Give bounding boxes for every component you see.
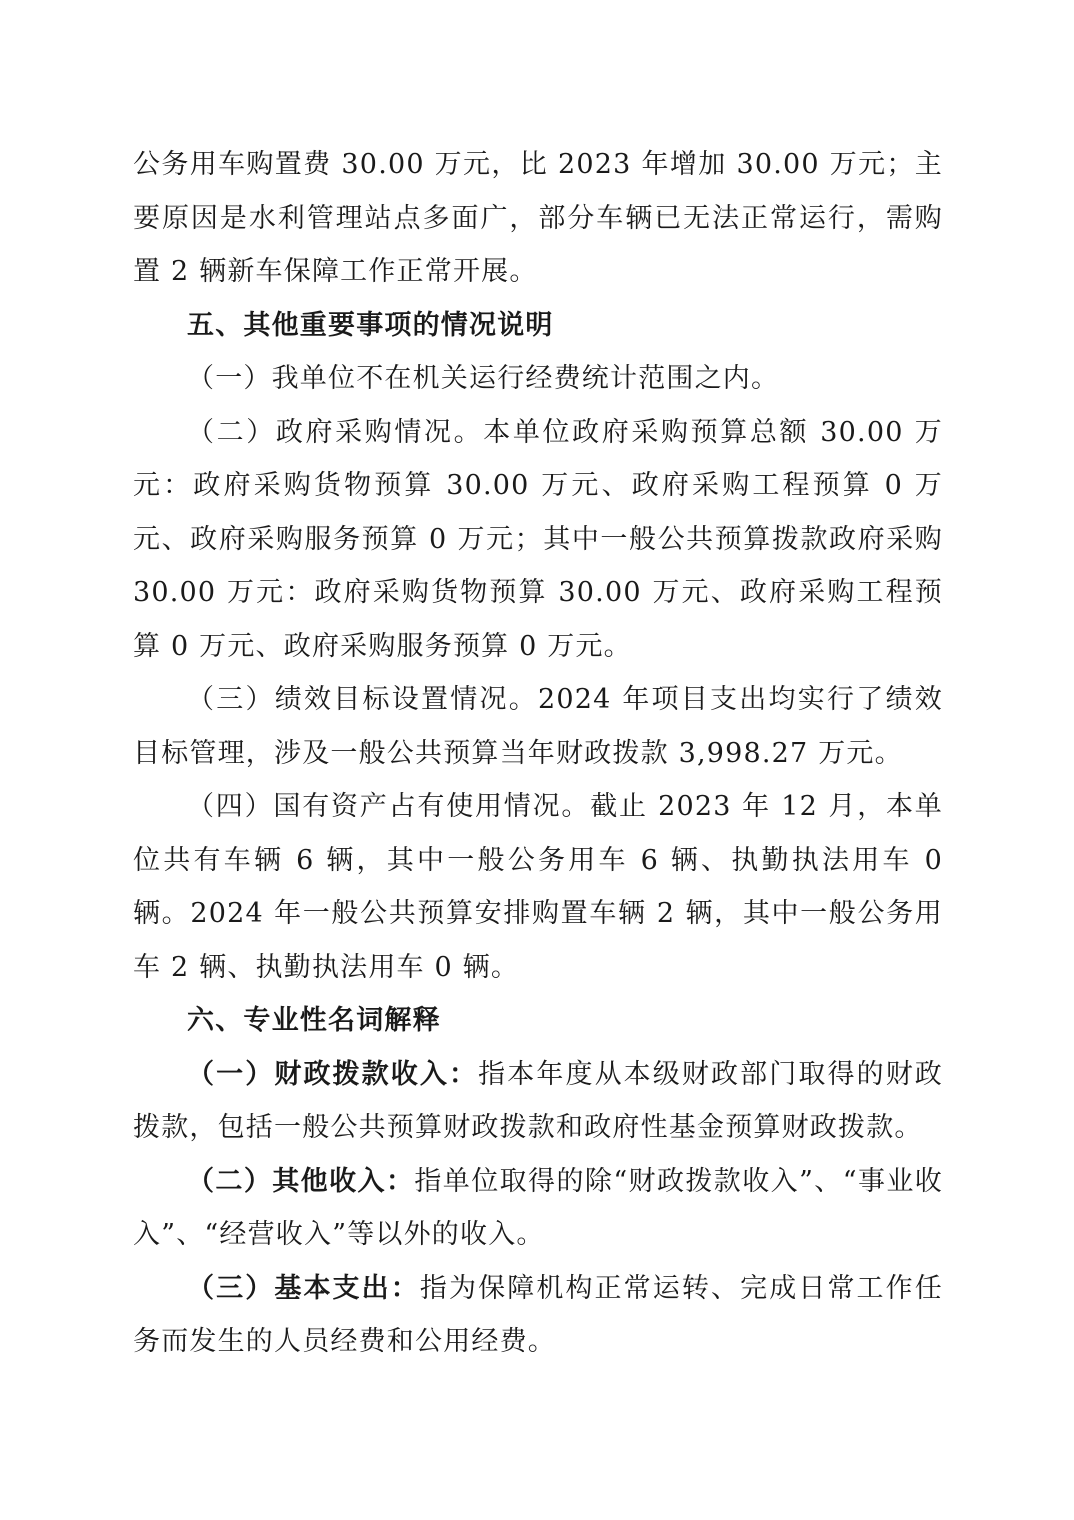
document-body: [133, 138, 943, 1369]
paragraph-term-basic-expenditure: [133, 1262, 943, 1369]
term-fiscal-income-definition: 指本年度从本级财政部门取得的财政拨款，包括一般公共预算财政拨款和政府性基金预算财政拨款。: [133, 1058, 944, 1143]
section-heading-other-matters: 五、其他重要事项的情况说明: [187, 309, 554, 341]
term-basic-expenditure-label: （三）基本支出：: [187, 1272, 420, 1304]
term-basic-expenditure-definition: 指为保障机构正常运转、完成日常工作任务而发生的人员经费和公用经费。: [133, 1272, 943, 1357]
term-other-income-definition: 指单位取得的除“财政拨款收入”、“事业收入”、“经营收入”等以外的收入。: [133, 1165, 943, 1250]
paragraph-operating-expenses: （一）我单位不在机关运行经费统计范围之内。: [187, 363, 780, 394]
paragraph-term-other-income: [133, 1155, 943, 1262]
paragraph-government-procurement: （二）政府采购情况。本单位政府采购预算总额 30.00 万元：政府采购货物预算 30.00 万元、政府采购工程预算 0 万元、政府采购服务预算 0 万元；其中一般公共预算拨款政府采购 30.00 万元：政府采购货物预算 30.00 万元、政府采购工程预算 0 万元、政府采购服务预算 0 万元。: [133, 416, 943, 662]
paragraph-performance-targets: （三）绩效目标设置情况。2024 年项目支出均实行了绩效目标管理，涉及一般公共预算当年财政拨款 3,998.27 万元。: [133, 684, 943, 769]
paragraph-vehicle-purchase: 公务用车购置费 30.00 万元，比 2023 年增加 30.00 万元；主要原因是水利管理站点多面广，部分车辆已无法正常运行，需购置 2 辆新车保障工作正常开展。: [133, 149, 943, 287]
term-other-income-label: （二）其他收入：: [187, 1165, 415, 1197]
paragraph-state-assets: （四）国有资产占有使用情况。截止 2023 年 12 月，本单位共有车辆 6 辆，其中一般公务用车 6 辆、执勤执法用车 0 辆。2024 年一般公共预算安排购置车辆 2 辆，其中一般公务用车 2 辆、执勤执法用车 0 辆。: [133, 791, 943, 983]
term-fiscal-income-label: （一）财政拨款收入：: [187, 1058, 479, 1090]
paragraph-term-fiscal-income: [133, 1048, 943, 1155]
section-heading-terms: 六、专业性名词解释: [187, 1005, 441, 1036]
